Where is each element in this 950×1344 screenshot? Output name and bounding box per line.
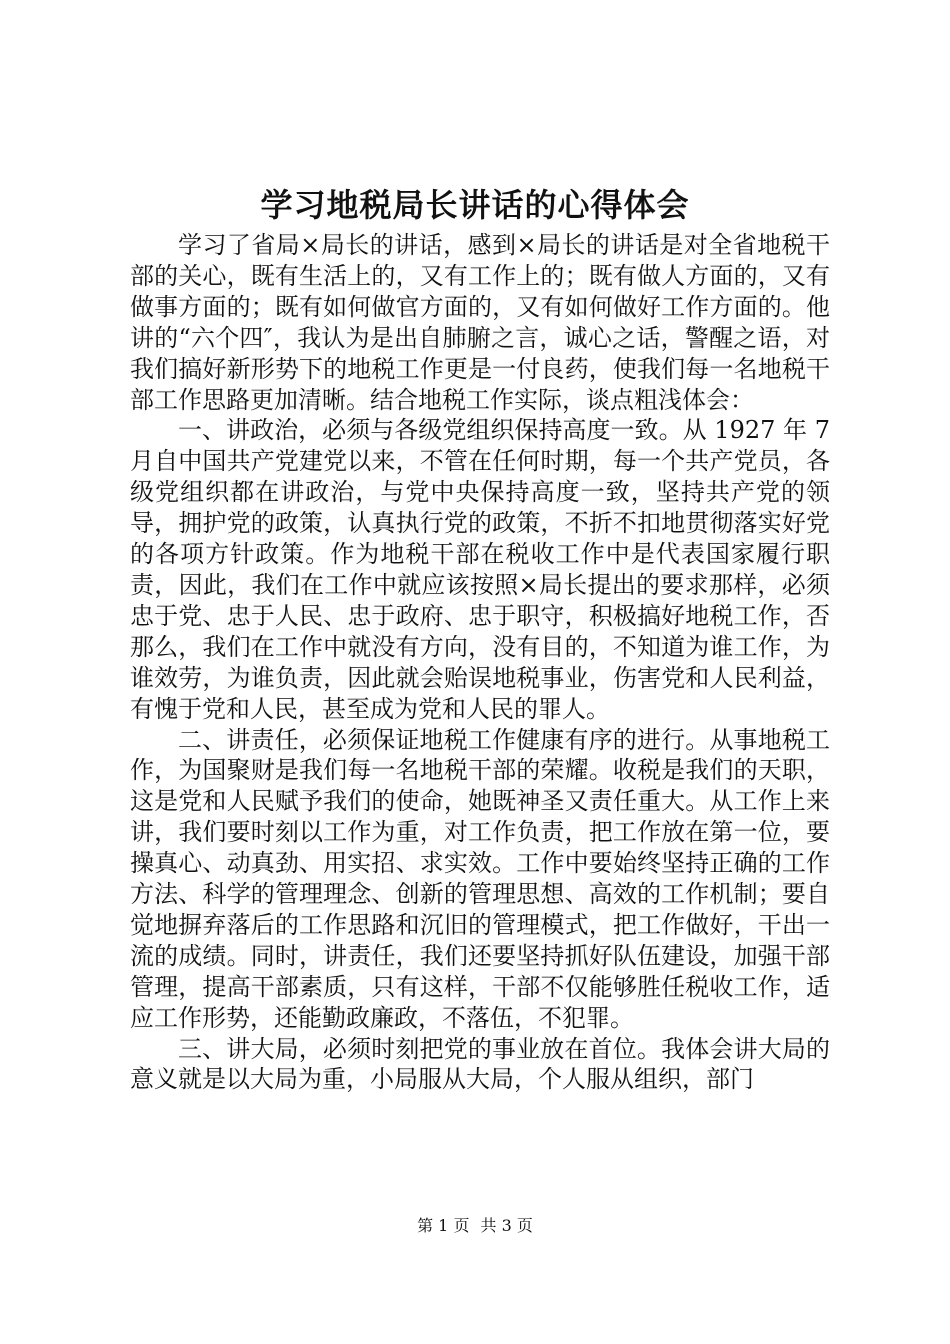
page-footer (0, 1214, 950, 1238)
document-title: 学习地税局长讲话的心得体会 (260, 186, 690, 224)
page-total: 共 3 页 (480, 1216, 533, 1235)
section-3-paragraph: 三、讲大局，必须时刻把党的事业放在首位。我体会讲大局的意义就是以大局为重，小局服从大局，个人服从组织，部门 (130, 1034, 830, 1094)
section-1-paragraph: 一、讲政治，必须与各级党组织保持高度一致。从 1927 年 7 月自中国共产党建党以来，不管在任何时期，每一个共产党员，各级党组织都在讲政治，与党中央保持高度一致，坚持共产党的领导，拥护党的政策，认真执行党的政策，不折不扣地贯彻落实好党的各项方针政策。作为地税干部在税收工作中是代表国家履行职责，因此，我们在工作中就应该按照×局长提出的要求那样，必须忠于党、忠于人民、忠于政府、忠于职守，积极搞好地税工作，否那么，我们在工作中就没有方向，没有目的，不知道为谁工作，为谁效劳，为谁负责，因此就会贻误地税事业，伤害党和人民利益，有愧于党和人民，甚至成为党和人民的罪人。 (130, 416, 830, 723)
section-2-paragraph: 二、讲责任，必须保证地税工作健康有序的进行。从事地税工作，为国聚财是我们每一名地税干部的荣耀。收税是我们的天职，这是党和人民赋予我们的使命，她既神圣又责任重大。从工作上来讲，我们要时刻以工作为重，对工作负责，把工作放在第一位，要操真心、动真劲、用实招、求实效。工作中要始终坚持正确的工作方法、科学的管理理念、创新的管理思想、高效的工作机制；要自觉地摒弃落后的工作思路和沉旧的管理模式，把工作做好，干出一流的成绩。同时，讲责任，我们还要坚持抓好队伍建设，加强干部管理，提高干部素质，只有这样，干部不仅能够胜任税收工作，适应工作形势，还能勤政廉政，不落伍，不犯罪。 (130, 725, 830, 1032)
intro-paragraph: 学习了省局×局长的讲话，感到×局长的讲话是对全省地税干部的关心，既有生活上的，又有工作上的；既有做人方面的，又有做事方面的；既有如何做官方面的，又有如何做好工作方面的。他讲的“六个四″，我认为是出自肺腑之言，诚心之话，警醒之语，对我们搞好新形势下的地税工作更是一付良药，使我们每一名地税干部工作思路更加清晰。结合地税工作实际，谈点粗浅体会： (130, 231, 830, 414)
page-number: 第 1 页 (417, 1216, 470, 1235)
document-body (130, 230, 830, 1185)
